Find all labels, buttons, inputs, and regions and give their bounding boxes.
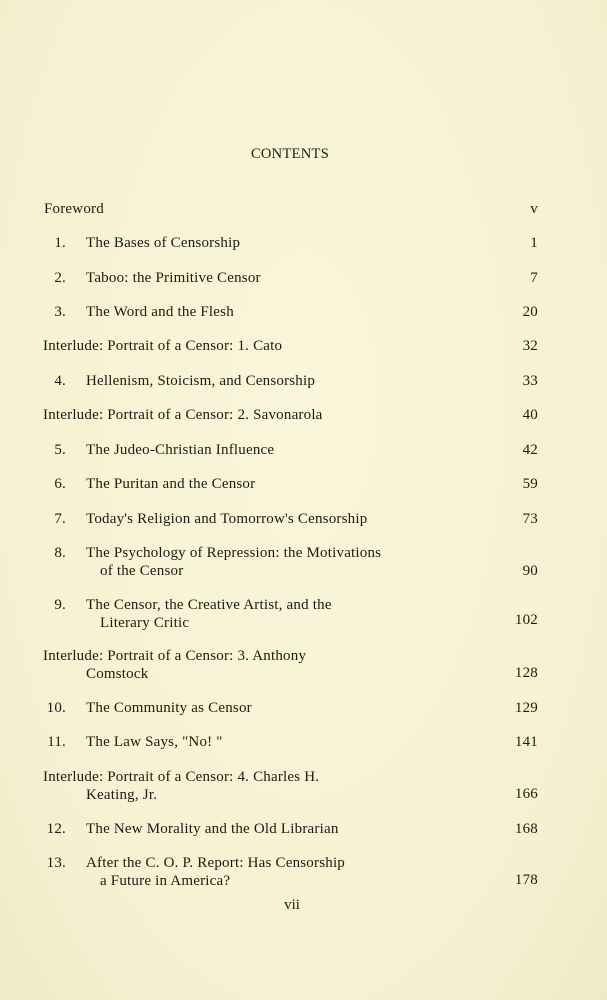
- toc-entry-title: Today's Religion and Tomorrow's Censorship: [86, 511, 368, 527]
- toc-entry-title: Interlude: Portrait of a Censor: 2. Savonarola: [43, 407, 323, 423]
- toc-entry-title-line-1: The Censor, the Creative Artist, and the: [86, 597, 332, 613]
- toc-entry-title: The Law Says, "No! ": [86, 734, 223, 750]
- toc-entry-page: 90: [522, 563, 538, 579]
- toc-entry-title: Interlude: Portrait of a Censor: 1. Cato: [43, 338, 283, 354]
- toc-entry-number: 8.: [54, 545, 66, 561]
- toc-entry-title: Taboo: the Primitive Censor: [86, 270, 261, 286]
- toc-entry-title-line-2: Keating, Jr.: [86, 787, 158, 803]
- toc-entry-number: 2.: [54, 270, 66, 286]
- toc-entry-page: 129: [514, 700, 538, 716]
- toc-entry-page: 1: [530, 235, 538, 251]
- toc-entry-number: 10.: [46, 700, 66, 716]
- toc-entry-title: The Word and the Flesh: [86, 304, 234, 320]
- toc-entry-title: The Community as Censor: [86, 700, 252, 716]
- contents-heading: CONTENTS: [250, 146, 330, 162]
- toc-entry-title: The Judeo-Christian Influence: [86, 442, 275, 458]
- toc-entry-title: [86, 854, 345, 890]
- toc-entry-title-line-2: Comstock: [86, 666, 149, 682]
- toc-entry-page: 168: [514, 821, 538, 837]
- toc-entry-title-line-2: a Future in America?: [100, 873, 231, 889]
- toc-entry-number: 7.: [54, 511, 66, 527]
- toc-entry-number: 4.: [54, 373, 66, 389]
- toc-entry-title: [86, 544, 381, 580]
- toc-entry-page: 32: [522, 338, 538, 354]
- toc-entry-title: The Puritan and the Censor: [86, 476, 256, 492]
- toc-entry-number: 13.: [46, 855, 66, 871]
- toc-entry-page: 73: [522, 511, 538, 527]
- toc-entry-number: 6.: [54, 476, 66, 492]
- toc-entry-page: 59: [522, 476, 538, 492]
- toc-entry-number: 9.: [54, 597, 66, 613]
- toc-entry-title-line-1: Interlude: Portrait of a Censor: 3. Anthony: [43, 648, 307, 664]
- toc-entry-number: 11.: [47, 734, 66, 750]
- toc-entry-number: 1.: [54, 235, 66, 251]
- toc-entry-title: [43, 768, 319, 804]
- toc-entry-page: 102: [514, 612, 538, 628]
- toc-entry-title-line-1: The Psychology of Repression: the Motivations: [86, 545, 382, 561]
- toc-entry-title-line-2: of the Censor: [100, 563, 184, 579]
- toc-entry-page: 20: [522, 304, 538, 320]
- toc-entry-page: 128: [514, 665, 538, 681]
- toc-entry-title-line-1: After the C. O. P. Report: Has Censorship: [86, 855, 346, 871]
- toc-entry-page: 33: [522, 373, 538, 389]
- toc-entry-number: 5.: [54, 442, 66, 458]
- toc-entry-title: The New Morality and the Old Librarian: [86, 821, 339, 837]
- toc-entry-title: Foreword: [44, 201, 104, 217]
- toc-entry-number: 3.: [54, 304, 66, 320]
- toc-entry-title-line-2: Literary Critic: [100, 615, 190, 631]
- toc-entry-number: 12.: [46, 821, 66, 837]
- toc-entry-title: The Bases of Censorship: [86, 235, 241, 251]
- toc-entry-title: [86, 596, 332, 632]
- toc-entry-title: [43, 647, 306, 683]
- toc-entry-page: 40: [522, 407, 538, 423]
- toc-entry-page: v: [530, 201, 538, 217]
- toc-entry-page: 141: [514, 734, 538, 750]
- toc-entry-page: 7: [530, 270, 538, 286]
- toc-entry-title: Hellenism, Stoicism, and Censorship: [86, 373, 316, 389]
- toc-entry-page: 42: [522, 442, 538, 458]
- toc-entry-page: 166: [514, 786, 538, 802]
- folio-page-number: vii: [284, 897, 300, 913]
- toc-entry-page: 178: [514, 872, 538, 888]
- toc-entry-title-line-1: Interlude: Portrait of a Censor: 4. Charles H.: [43, 769, 320, 785]
